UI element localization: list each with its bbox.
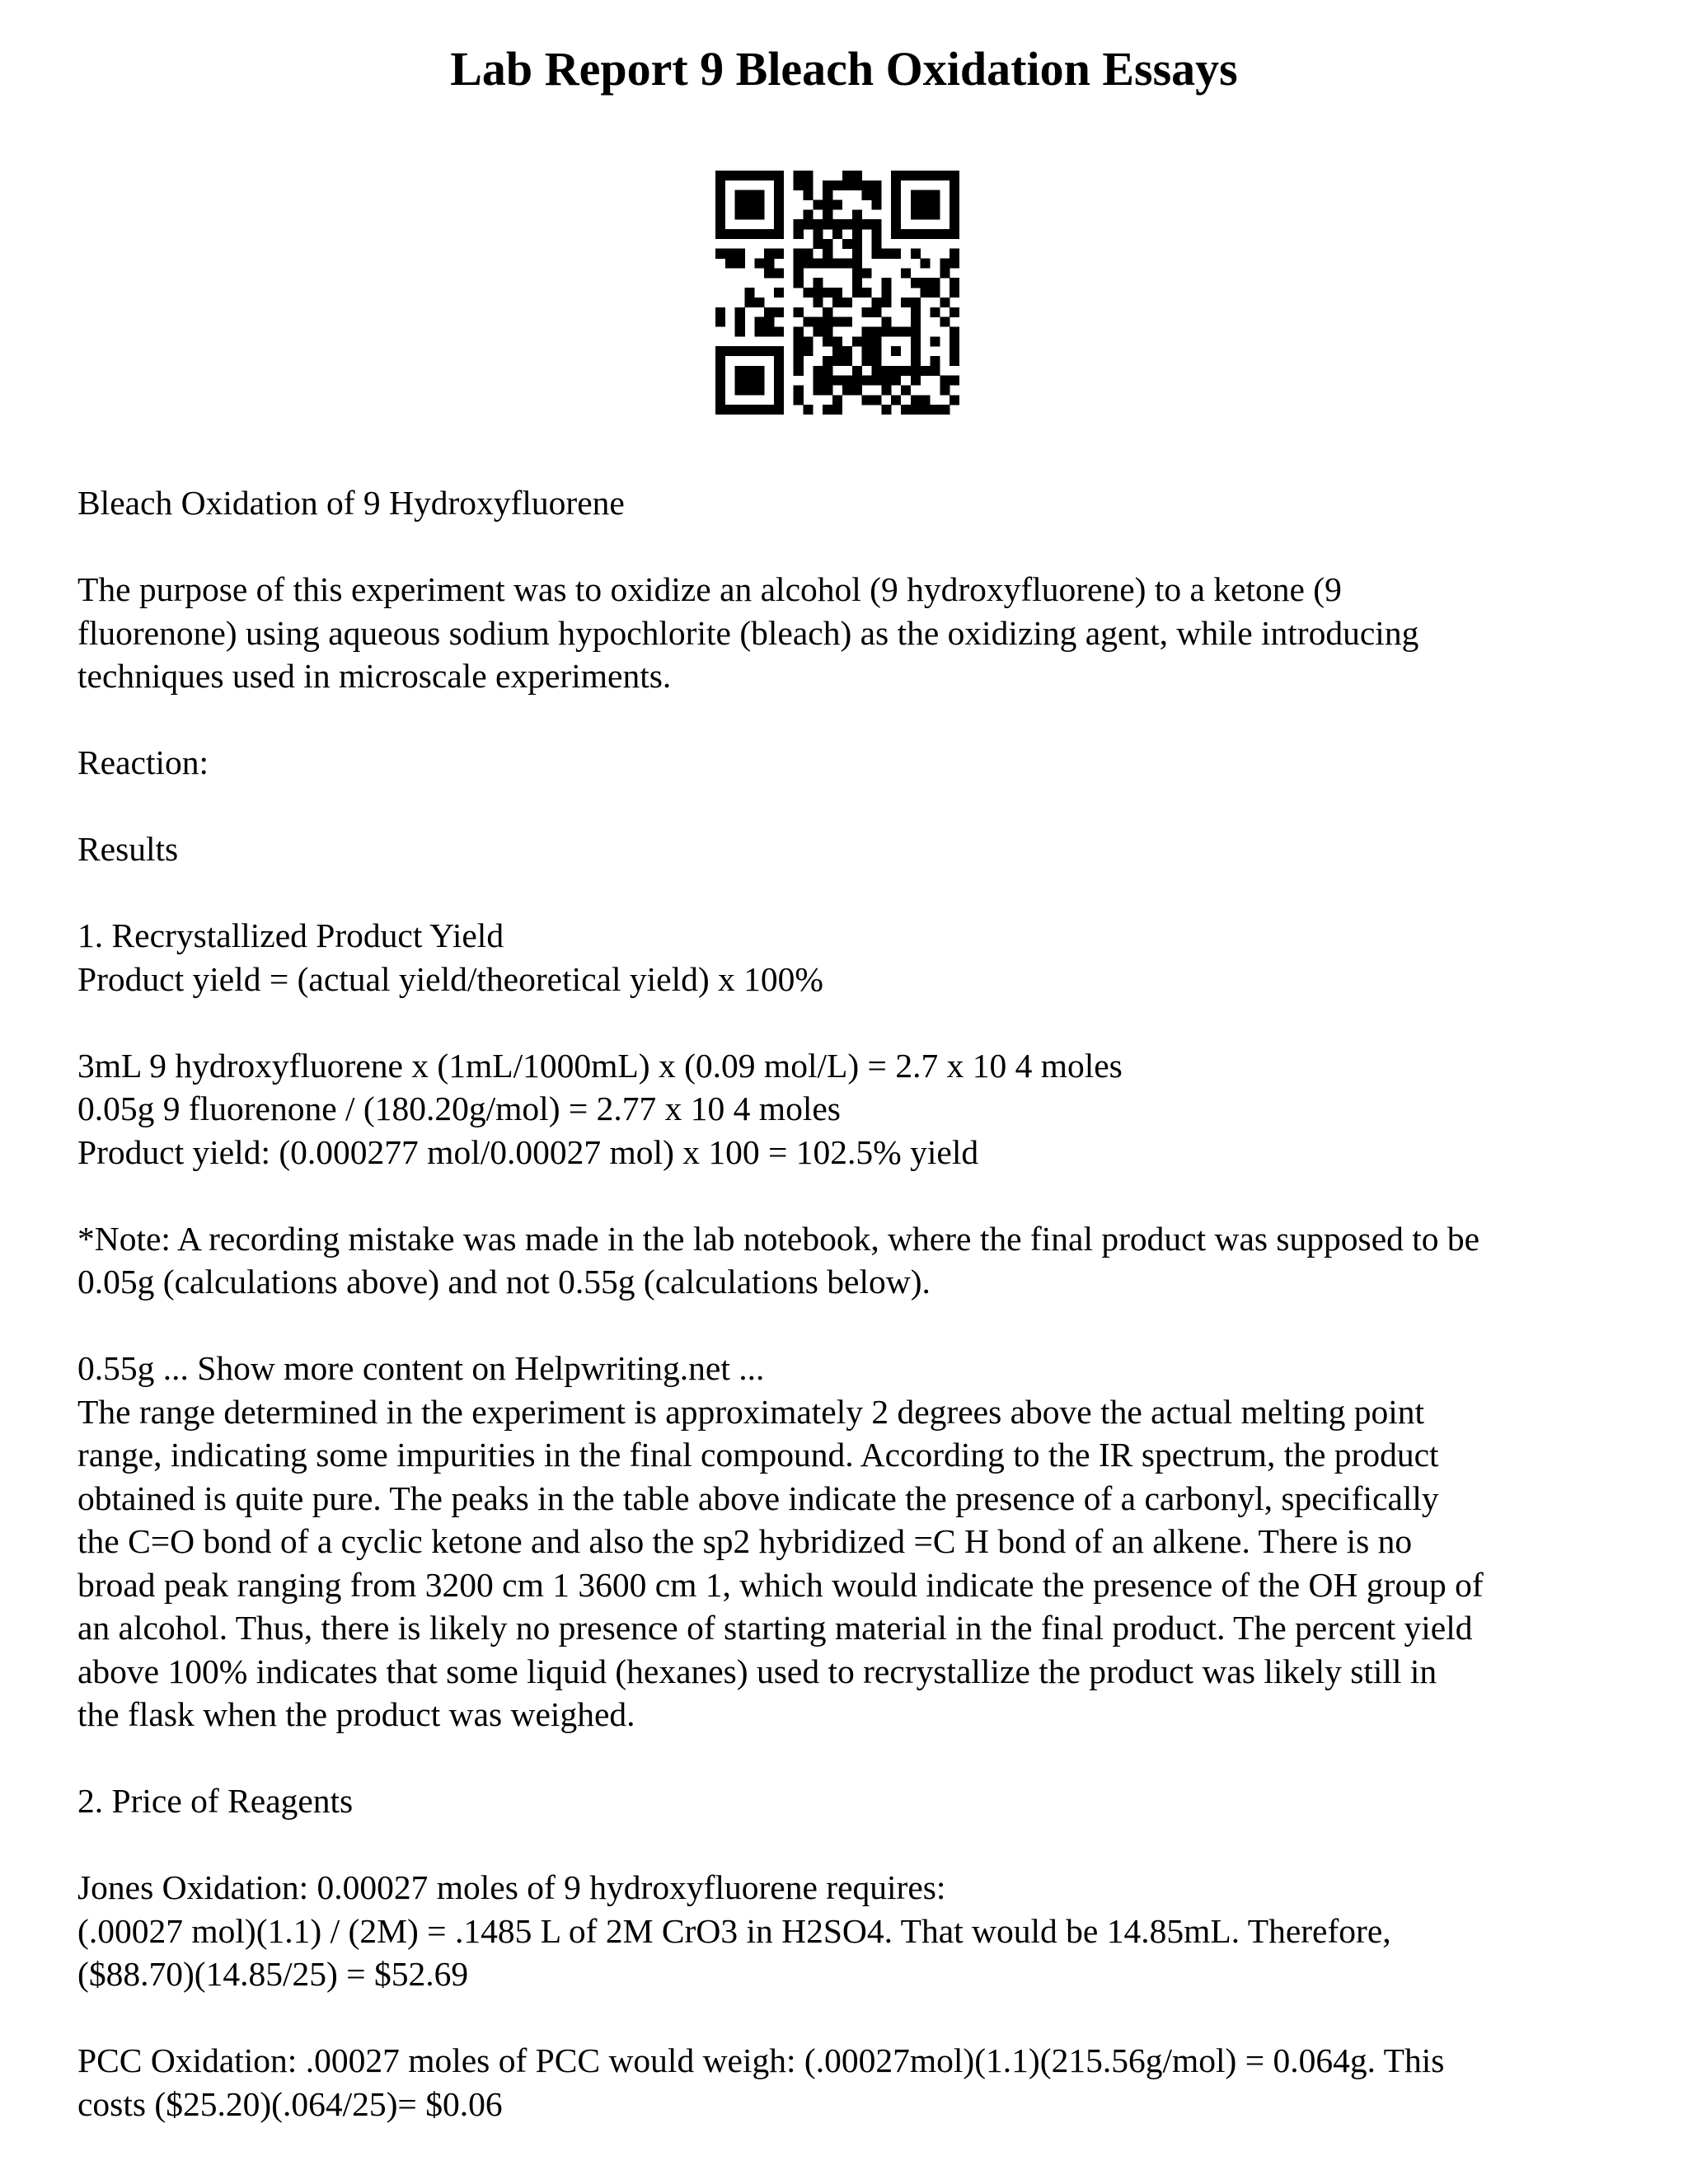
document-body	[77, 481, 1643, 2125]
text-line: ($88.70)(14.85/25) = $52.69	[77, 1955, 469, 1993]
text-line: (.00027 mol)(1.1) / (2M) = .1485 L of 2M CrO3 in H2SO4. That would be 14.85mL. Therefore,	[77, 1911, 1391, 1950]
jones-paragraph	[77, 1866, 1643, 1996]
subsection-heading: 1. Recrystallized Product Yield	[77, 916, 504, 954]
qr-code-graphic	[715, 171, 959, 415]
yield-formula: Product yield = (actual yield/theoretical yield) x 100%	[77, 959, 823, 998]
yield-calculations	[77, 1044, 1643, 1174]
calculation-line: Product yield: (0.000277 mol/0.00027 mol) x 100 = 102.5% yield	[77, 1132, 979, 1171]
pcc-paragraph	[77, 2039, 1643, 2125]
section-heading: Bleach Oxidation of 9 Hydroxyfluorene	[77, 484, 625, 522]
text-line: an alcohol. Thus, there is likely no presence of starting material in the final product. The percent yield	[77, 1609, 1473, 1647]
text-line: range, indicating some impurities in the final compound. According to the IR spectrum, the product	[77, 1436, 1439, 1474]
text-line: *Note: A recording mistake was made in the lab notebook, where the final product was supposed to be	[77, 1219, 1480, 1258]
calculation-line: 3mL 9 hydroxyfluorene x (1mL/1000mL) x (0.09 mol/L) = 2.7 x 10 4 moles	[77, 1046, 1123, 1085]
text-line: the C=O bond of a cyclic ketone and also the sp2 hybridized =C H bond of an alkene. There is no	[77, 1522, 1413, 1560]
qr-code	[715, 171, 959, 415]
purpose-paragraph	[77, 568, 1643, 698]
reaction-label: Reaction:	[77, 743, 209, 781]
text-line: 0.05g (calculations above) and not 0.55g (calculations below).	[77, 1263, 931, 1301]
text-line: 0.55g ... Show more content on Helpwriting.net ...	[77, 1349, 765, 1387]
text-line: costs ($25.20)(.064/25)= $0.06	[77, 2084, 503, 2123]
text-line: The range determined in the experiment is approximately 2 degrees above the actual melting point	[77, 1392, 1425, 1431]
text-line: above 100% indicates that some liquid (hexanes) used to recrystallize the product was likely still in	[77, 1652, 1437, 1690]
subsection-heading: 2. Price of Reagents	[77, 1782, 354, 1820]
note-paragraph	[77, 1217, 1643, 1304]
document-title: Lab Report 9 Bleach Oxidation Essays	[450, 42, 1238, 96]
text-line: techniques used in microscale experiments.	[77, 657, 672, 695]
calculation-line: 0.05g 9 fluorenone / (180.20g/mol) = 2.77 x 10 4 moles	[77, 1090, 841, 1127]
text-line: broad peak ranging from 3200 cm 1 3600 cm 1, which would indicate the presence of the OH group of	[77, 1565, 1484, 1604]
text-line: PCC Oxidation: .00027 moles of PCC would weigh: (.00027mol)(1.1)(215.56g/mol) = 0.064g. This	[77, 2041, 1445, 2079]
text-line: The purpose of this experiment was to oxidize an alcohol (9 hydroxyfluorene) to a ketone (9	[77, 570, 1342, 608]
yield-section	[77, 914, 1643, 1001]
discussion-paragraph	[77, 1347, 1643, 1736]
text-line: obtained is quite pure. The peaks in the table above indicate the presence of a carbonyl, specifically	[77, 1479, 1439, 1517]
text-line: the flask when the product was weighed.	[77, 1695, 635, 1733]
results-label: Results	[77, 830, 179, 868]
text-line: fluorenone) using aqueous sodium hypochlorite (bleach) as the oxidizing agent, while introducing	[77, 613, 1419, 652]
text-line: Jones Oxidation: 0.00027 moles of 9 hydroxyfluorene requires:	[77, 1868, 946, 1906]
